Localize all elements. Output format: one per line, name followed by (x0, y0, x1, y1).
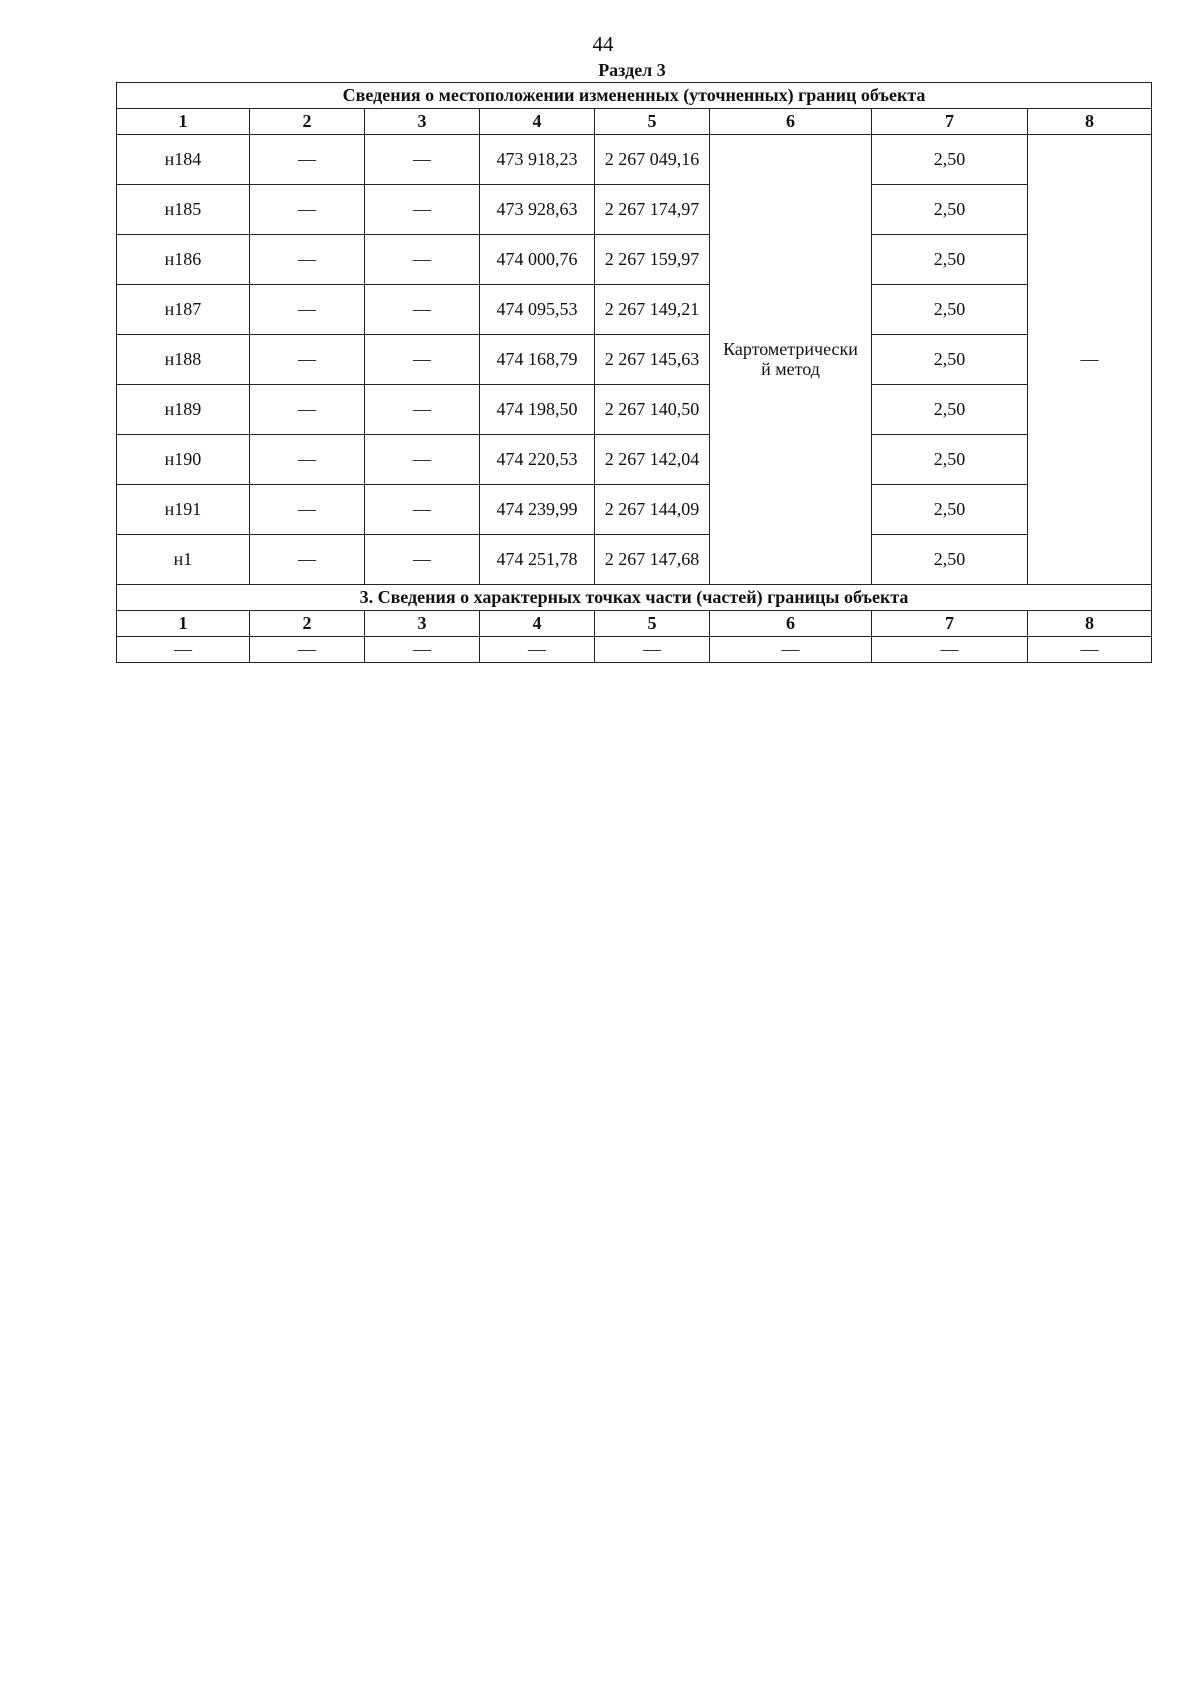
y-coordinate: 2 267 159,97 (595, 235, 710, 285)
column-number: 6 (710, 611, 872, 637)
point-name: н185 (117, 185, 250, 235)
accuracy-value: 2,50 (872, 485, 1028, 535)
column-3-value: — (365, 335, 480, 385)
column-number: 7 (872, 109, 1028, 135)
column-number: 2 (250, 109, 365, 135)
column-2-value: — (250, 135, 365, 185)
empty-cell: — (1028, 637, 1152, 663)
table-row (117, 285, 1152, 335)
column-number: 5 (595, 611, 710, 637)
column-3-value: — (365, 185, 480, 235)
table2-column-numbers (117, 611, 1152, 637)
table-row (117, 485, 1152, 535)
empty-cell: — (117, 637, 250, 663)
column-number: 4 (480, 611, 595, 637)
column-number: 6 (710, 109, 872, 135)
column-number: 5 (595, 109, 710, 135)
column-3-value: — (365, 235, 480, 285)
point-name: н189 (117, 385, 250, 435)
table-row (117, 535, 1152, 585)
y-coordinate: 2 267 140,50 (595, 385, 710, 435)
column-number: 8 (1028, 611, 1152, 637)
table-row (117, 385, 1152, 435)
point-name: н187 (117, 285, 250, 335)
point-name: н186 (117, 235, 250, 285)
accuracy-value: 2,50 (872, 385, 1028, 435)
y-coordinate: 2 267 144,09 (595, 485, 710, 535)
y-coordinate: 2 267 142,04 (595, 435, 710, 485)
table2-title-row (117, 585, 1152, 611)
x-coordinate: 473 928,63 (480, 185, 595, 235)
x-coordinate: 474 239,99 (480, 485, 595, 535)
x-coordinate: 474 168,79 (480, 335, 595, 385)
method-line-2: й метод (761, 358, 820, 379)
column-3-value: — (365, 285, 480, 335)
boundary-table (116, 82, 1152, 663)
column-3-value: — (365, 535, 480, 585)
section-title: Раздел 3 (598, 60, 666, 80)
point-name: н1 (117, 535, 250, 585)
x-coordinate: 474 198,50 (480, 385, 595, 435)
table-row (117, 185, 1152, 235)
table2-title: 3. Сведения о характерных точках части (частей) границы объекта (117, 585, 1152, 611)
empty-cell: — (365, 637, 480, 663)
column-2-value: — (250, 235, 365, 285)
y-coordinate: 2 267 149,21 (595, 285, 710, 335)
accuracy-value: 2,50 (872, 335, 1028, 385)
y-coordinate: 2 267 174,97 (595, 185, 710, 235)
column-2-value: — (250, 185, 365, 235)
column-number: 2 (250, 611, 365, 637)
accuracy-value: 2,50 (872, 285, 1028, 335)
table1-column-numbers (117, 109, 1152, 135)
column-2-value: — (250, 285, 365, 335)
column-number: 8 (1028, 109, 1152, 135)
y-coordinate: 2 267 049,16 (595, 135, 710, 185)
y-coordinate: 2 267 147,68 (595, 535, 710, 585)
column-number: 3 (365, 109, 480, 135)
column-3-value: — (365, 485, 480, 535)
accuracy-value: 2,50 (872, 535, 1028, 585)
table-body (117, 83, 1152, 663)
method-line-1: Картометрически (723, 338, 858, 359)
table-row (117, 335, 1152, 385)
empty-cell: — (480, 637, 595, 663)
table1-title: Сведения о местоположении измененных (уточненных) границ объекта (117, 83, 1152, 109)
column-number: 1 (117, 109, 250, 135)
column-2-value: — (250, 335, 365, 385)
column-number: 7 (872, 611, 1028, 637)
column-8-value: — (1028, 135, 1152, 585)
point-name: н188 (117, 335, 250, 385)
table-row (117, 135, 1152, 185)
table-row (117, 235, 1152, 285)
x-coordinate: 474 095,53 (480, 285, 595, 335)
empty-cell: — (710, 637, 872, 663)
empty-cell: — (250, 637, 365, 663)
x-coordinate: 473 918,23 (480, 135, 595, 185)
column-3-value: — (365, 435, 480, 485)
accuracy-value: 2,50 (872, 235, 1028, 285)
x-coordinate: 474 251,78 (480, 535, 595, 585)
column-number: 3 (365, 611, 480, 637)
column-2-value: — (250, 435, 365, 485)
column-3-value: — (365, 135, 480, 185)
column-2-value: — (250, 535, 365, 585)
column-3-value: — (365, 385, 480, 435)
y-coordinate: 2 267 145,63 (595, 335, 710, 385)
column-2-value: — (250, 385, 365, 435)
x-coordinate: 474 220,53 (480, 435, 595, 485)
accuracy-value: 2,50 (872, 185, 1028, 235)
page-number: 44 (592, 32, 614, 56)
point-name: н191 (117, 485, 250, 535)
method-cell (710, 135, 872, 585)
empty-cell: — (595, 637, 710, 663)
column-2-value: — (250, 485, 365, 535)
accuracy-value: 2,50 (872, 435, 1028, 485)
table-row (117, 435, 1152, 485)
empty-cell: — (872, 637, 1028, 663)
x-coordinate: 474 000,76 (480, 235, 595, 285)
table1-title-row (117, 83, 1152, 109)
column-number: 1 (117, 611, 250, 637)
point-name: н184 (117, 135, 250, 185)
accuracy-value: 2,50 (872, 135, 1028, 185)
table2-empty-row (117, 637, 1152, 663)
point-name: н190 (117, 435, 250, 485)
column-number: 4 (480, 109, 595, 135)
